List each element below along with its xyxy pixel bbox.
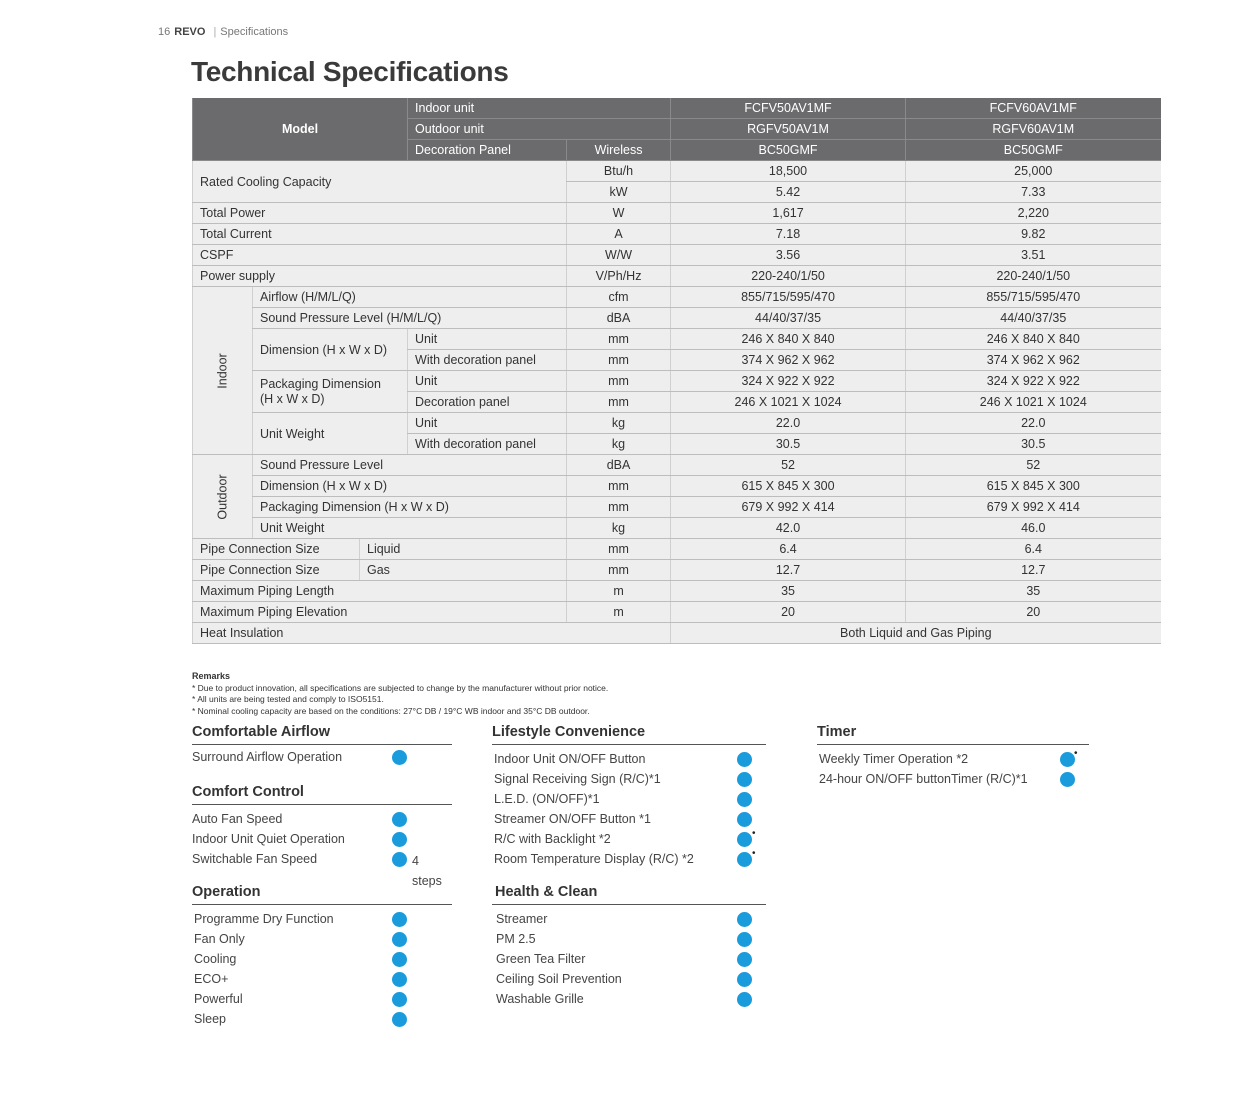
indoor-group-label: Indoor <box>215 352 230 389</box>
table-row <box>193 245 1161 266</box>
note-marker-icon: • <box>1074 748 1078 759</box>
value-cell: 25,000 <box>906 161 1161 182</box>
feature-label: Programme Dry Function <box>194 912 334 926</box>
value-cell: 9.82 <box>906 224 1161 245</box>
outdoor-model-1: RGFV50AV1M <box>671 119 906 140</box>
unit-cell: V/Ph/Hz <box>567 266 671 287</box>
value-cell: 324 X 922 X 922 <box>671 371 906 392</box>
unit-cell: mm <box>567 350 671 371</box>
pkg-label-line2: (H x W x D) <box>260 391 325 406</box>
feature-label: Powerful <box>194 992 243 1006</box>
row-label: Pipe Connection Size <box>193 539 360 560</box>
table-row <box>193 539 1161 560</box>
value-cell: 220-240/1/50 <box>906 266 1161 287</box>
unit-cell: kW <box>567 182 671 203</box>
row-label: Heat Insulation <box>193 623 671 644</box>
feature-item <box>194 949 452 969</box>
feature-dot-icon <box>392 832 407 847</box>
feature-item <box>194 909 452 929</box>
table-row <box>193 455 1161 476</box>
unit-cell: mm <box>567 392 671 413</box>
value-cell: 42.0 <box>671 518 906 539</box>
value-cell: 20 <box>906 602 1161 623</box>
value-cell: 855/715/595/470 <box>671 287 906 308</box>
value-cell: 44/40/37/35 <box>906 308 1161 329</box>
value-cell: 374 X 962 X 962 <box>906 350 1161 371</box>
table-row <box>193 602 1161 623</box>
value-cell: 3.51 <box>906 245 1161 266</box>
unit-cell: kg <box>567 518 671 539</box>
feature-dot-icon <box>392 1012 407 1027</box>
feature-group-health-clean <box>492 884 766 1009</box>
feature-label: Surround Airflow Operation <box>192 750 343 764</box>
feature-item <box>819 769 1089 789</box>
unit-cell: mm <box>567 560 671 581</box>
unit-cell: kg <box>567 434 671 455</box>
feature-group-timer <box>817 724 1089 789</box>
value-cell: 7.33 <box>906 182 1161 203</box>
table-row <box>193 413 1161 434</box>
row-label: Pipe Connection Size <box>193 560 360 581</box>
value-cell: 22.0 <box>671 413 906 434</box>
value-cell: 679 X 992 X 414 <box>671 497 906 518</box>
sub-label: Unit <box>408 413 567 434</box>
feature-label: Washable Grille <box>496 992 584 1006</box>
remarks <box>192 671 608 717</box>
remark-line: * Nominal cooling capacity are based on the conditions: 27°C DB / 19°C WB indoor and 35°C DB outdoor. <box>192 705 590 716</box>
feature-group-title: Lifestyle Convenience <box>492 724 766 745</box>
feature-label: Ceiling Soil Prevention <box>496 972 622 986</box>
feature-label: Streamer <box>496 912 548 926</box>
table-row <box>193 266 1161 287</box>
indoor-unit-label: Indoor unit <box>408 98 671 119</box>
row-label: Unit Weight <box>253 413 408 455</box>
pkg-label-line1: Packaging Dimension <box>260 376 381 391</box>
unit-cell: A <box>567 224 671 245</box>
feature-dot-icon <box>1060 752 1075 767</box>
outdoor-group-cell <box>193 455 253 539</box>
feature-label: R/C with Backlight *2 <box>494 832 611 846</box>
table-row <box>193 371 1161 392</box>
panel-model-2: BC50GMF <box>906 140 1161 161</box>
value-cell: 12.7 <box>671 560 906 581</box>
unit-cell: W <box>567 203 671 224</box>
unit-cell: mm <box>567 539 671 560</box>
outdoor-unit-label: Outdoor unit <box>408 119 671 140</box>
feature-item <box>494 849 766 869</box>
feature-label: Switchable Fan Speed <box>192 852 318 866</box>
remark-line: * All units are being tested and comply to ISO5151. <box>192 694 384 704</box>
value-cell: 30.5 <box>906 434 1161 455</box>
wireless-label: Wireless <box>567 140 671 161</box>
header-row <box>193 98 1161 119</box>
value-cell: 1,617 <box>671 203 906 224</box>
feature-item <box>194 989 452 1009</box>
feature-item <box>194 969 452 989</box>
table-row <box>193 224 1161 245</box>
page-number: 16 <box>158 26 171 38</box>
feature-item <box>192 809 452 829</box>
value-cell: 12.7 <box>906 560 1161 581</box>
value-cell: 7.18 <box>671 224 906 245</box>
unit-cell: mm <box>567 371 671 392</box>
row-label: Total Current <box>193 224 567 245</box>
value-cell: 6.4 <box>671 539 906 560</box>
value-cell: 246 X 1021 X 1024 <box>671 392 906 413</box>
table-row <box>193 329 1161 350</box>
feature-group-comfortable-airflow <box>192 724 452 767</box>
feature-item <box>496 909 766 929</box>
unit-cell: W/W <box>567 245 671 266</box>
feature-dot-icon <box>737 772 752 787</box>
feature-dot-icon <box>737 972 752 987</box>
table-row <box>193 203 1161 224</box>
header-separator: | <box>213 26 217 38</box>
feature-group-lifestyle <box>492 724 766 869</box>
sub-label: Liquid <box>360 539 567 560</box>
value-cell: 3.56 <box>671 245 906 266</box>
feature-dot-icon <box>737 992 752 1007</box>
unit-cell: m <box>567 602 671 623</box>
table-row <box>193 161 1161 182</box>
unit-cell: mm <box>567 476 671 497</box>
unit-cell: mm <box>567 329 671 350</box>
row-label: CSPF <box>193 245 567 266</box>
value-cell: 324 X 922 X 922 <box>906 371 1161 392</box>
unit-cell: cfm <box>567 287 671 308</box>
value-cell: 46.0 <box>906 518 1161 539</box>
indoor-group-cell <box>193 287 253 455</box>
feature-group-title: Timer <box>817 724 1089 745</box>
spec-table <box>192 98 1161 644</box>
row-label: Dimension (H x W x D) <box>253 476 567 497</box>
feature-item <box>494 749 766 769</box>
feature-group-title: Operation <box>192 884 452 905</box>
row-label: Packaging Dimension (H x W x D) <box>253 497 567 518</box>
feature-dot-icon <box>392 992 407 1007</box>
model-label: Model <box>193 98 408 161</box>
value-cell: 246 X 840 X 840 <box>906 329 1161 350</box>
table-row <box>193 560 1161 581</box>
feature-item <box>496 989 766 1009</box>
feature-dot-icon <box>737 752 752 767</box>
outdoor-model-2: RGFV60AV1M <box>906 119 1161 140</box>
feature-item <box>192 747 452 767</box>
row-label <box>253 371 408 413</box>
feature-group-comfort-control <box>192 784 452 888</box>
row-label: Total Power <box>193 203 567 224</box>
value-cell: 615 X 845 X 300 <box>671 476 906 497</box>
feature-item <box>494 769 766 789</box>
table-row <box>193 497 1161 518</box>
unit-cell: mm <box>567 497 671 518</box>
sub-label: Gas <box>360 560 567 581</box>
row-label: Airflow (H/M/L/Q) <box>253 287 567 308</box>
feature-item <box>194 929 452 949</box>
value-cell: 30.5 <box>671 434 906 455</box>
feature-dot-icon <box>392 750 407 765</box>
feature-label: Streamer ON/OFF Button *1 <box>494 812 651 826</box>
value-cell: 615 X 845 X 300 <box>906 476 1161 497</box>
sub-label: Unit <box>408 329 567 350</box>
fan-steps-note: 4 steps <box>412 854 442 888</box>
value-cell: 22.0 <box>906 413 1161 434</box>
value-cell: 35 <box>906 581 1161 602</box>
feature-label: PM 2.5 <box>496 932 536 946</box>
feature-item <box>819 749 1089 769</box>
value-cell: 52 <box>671 455 906 476</box>
unit-cell: Btu/h <box>567 161 671 182</box>
sub-label: With decoration panel <box>408 350 567 371</box>
remarks-title: Remarks <box>192 671 231 681</box>
table-row <box>193 287 1161 308</box>
decoration-panel-label: Decoration Panel <box>408 140 567 161</box>
feature-group-title: Health & Clean <box>492 884 766 905</box>
value-cell: 5.42 <box>671 182 906 203</box>
row-label: Dimension (H x W x D) <box>253 329 408 371</box>
feature-dot-icon <box>737 812 752 827</box>
feature-dot-icon <box>392 932 407 947</box>
feature-dot-icon <box>1060 772 1075 787</box>
feature-label: Weekly Timer Operation *2 <box>819 752 969 766</box>
brand-name: REVO <box>174 26 206 38</box>
row-label: Power supply <box>193 266 567 287</box>
sub-label: Decoration panel <box>408 392 567 413</box>
row-label: Unit Weight <box>253 518 567 539</box>
feature-item <box>192 849 452 888</box>
feature-item <box>494 789 766 809</box>
feature-dot-icon <box>392 912 407 927</box>
feature-dot-icon <box>392 952 407 967</box>
table-row <box>193 623 1161 644</box>
feature-item <box>192 829 452 849</box>
value-cell: 6.4 <box>906 539 1161 560</box>
feature-label: Fan Only <box>194 932 245 946</box>
sub-label: With decoration panel <box>408 434 567 455</box>
value-cell: 18,500 <box>671 161 906 182</box>
section-name: Specifications <box>220 26 289 38</box>
unit-cell: dBA <box>567 308 671 329</box>
table-row <box>193 476 1161 497</box>
table-row <box>193 581 1161 602</box>
feature-dot-icon <box>737 912 752 927</box>
feature-group-title: Comfort Control <box>192 784 452 805</box>
feature-label: Indoor Unit ON/OFF Button <box>494 752 646 766</box>
feature-dot-icon <box>392 852 407 867</box>
note-marker-icon: • <box>752 828 756 839</box>
running-header <box>158 26 288 38</box>
feature-group-operation <box>192 884 452 1029</box>
row-label: Maximum Piping Elevation <box>193 602 567 623</box>
unit-cell: m <box>567 581 671 602</box>
value-cell: 44/40/37/35 <box>671 308 906 329</box>
feature-item <box>494 829 766 849</box>
value-cell: Both Liquid and Gas Piping <box>671 623 1161 644</box>
feature-label: L.E.D. (ON/OFF)*1 <box>494 792 600 806</box>
feature-dot-icon <box>737 952 752 967</box>
value-cell: 374 X 962 X 962 <box>671 350 906 371</box>
remark-line: * Due to product innovation, all specifications are subjected to change by the manufacturer without prior notice. <box>192 682 609 693</box>
feature-dot-icon <box>737 852 752 867</box>
row-label: Sound Pressure Level <box>253 455 567 476</box>
value-cell: 246 X 1021 X 1024 <box>906 392 1161 413</box>
indoor-model-1: FCFV50AV1MF <box>671 98 906 119</box>
value-cell: 2,220 <box>906 203 1161 224</box>
feature-label: Auto Fan Speed <box>192 812 283 826</box>
value-cell: 220-240/1/50 <box>671 266 906 287</box>
row-label: Sound Pressure Level (H/M/L/Q) <box>253 308 567 329</box>
value-cell: 246 X 840 X 840 <box>671 329 906 350</box>
indoor-model-2: FCFV60AV1MF <box>906 98 1161 119</box>
feature-item <box>496 929 766 949</box>
outdoor-group-label: Outdoor <box>215 473 230 520</box>
feature-label: 24-hour ON/OFF buttonTimer (R/C)*1 <box>819 772 1028 786</box>
feature-label: Signal Receiving Sign (R/C)*1 <box>494 772 661 786</box>
feature-label: Room Temperature Display (R/C) *2 <box>494 852 694 866</box>
feature-label: Indoor Unit Quiet Operation <box>192 832 345 846</box>
value-cell: 35 <box>671 581 906 602</box>
row-label: Maximum Piping Length <box>193 581 567 602</box>
value-cell: 855/715/595/470 <box>906 287 1161 308</box>
feature-dot-icon <box>737 932 752 947</box>
unit-cell: dBA <box>567 455 671 476</box>
table-row <box>193 518 1161 539</box>
note-marker-icon: • <box>752 848 756 859</box>
feature-label: Sleep <box>194 1012 226 1026</box>
value-cell: 679 X 992 X 414 <box>906 497 1161 518</box>
feature-item <box>496 949 766 969</box>
value-cell: 20 <box>671 602 906 623</box>
sub-label: Unit <box>408 371 567 392</box>
feature-dot-icon <box>737 792 752 807</box>
panel-model-1: BC50GMF <box>671 140 906 161</box>
row-label: Rated Cooling Capacity <box>193 161 567 203</box>
feature-item <box>194 1009 452 1029</box>
feature-item <box>494 809 766 829</box>
page-title: Technical Specifications <box>191 56 509 87</box>
feature-label: Cooling <box>194 952 237 966</box>
value-cell: 52 <box>906 455 1161 476</box>
feature-item <box>496 969 766 989</box>
unit-cell: kg <box>567 413 671 434</box>
feature-group-title: Comfortable Airflow <box>192 724 452 745</box>
feature-label: ECO+ <box>194 972 229 986</box>
feature-label: Green Tea Filter <box>496 952 586 966</box>
table-row <box>193 308 1161 329</box>
feature-dot-icon <box>392 812 407 827</box>
feature-dot-icon <box>737 832 752 847</box>
feature-dot-icon <box>392 972 407 987</box>
